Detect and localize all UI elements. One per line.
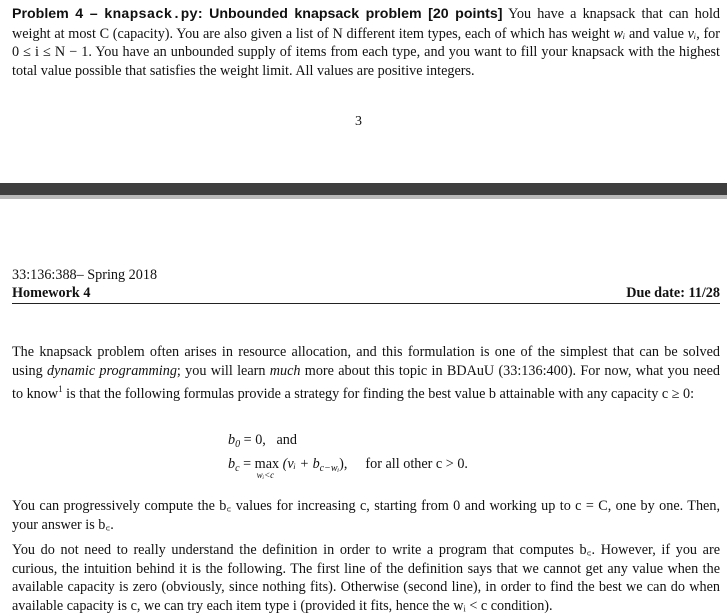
eq2-condition: for all other c > 0. xyxy=(365,456,468,472)
equation-recurrence xyxy=(228,456,468,480)
problem-intro-2: and value xyxy=(625,25,688,42)
eq1-sub: 0 xyxy=(235,439,241,450)
eq1-rhs: = 0, and xyxy=(240,432,297,448)
p1-text-b: ; you will learn xyxy=(176,362,270,379)
p1-text-d: is that the following formulas provide a strategy for finding the best value b attainable with any capacity c ≥ 0: xyxy=(62,386,695,403)
value-symbol: vᵢ xyxy=(687,25,697,42)
p1-emphasis-dp: dynamic programming xyxy=(47,362,177,379)
homework-title: Homework 4 xyxy=(12,285,91,301)
header-rule xyxy=(12,303,720,304)
eq2-lhs: b xyxy=(228,456,236,472)
max-operator xyxy=(254,456,280,480)
eq2-body-sub: c−wᵢ xyxy=(319,463,340,474)
problem-title: : Unbounded knapsack problem [20 points] xyxy=(197,6,503,22)
eq2-close: ), xyxy=(339,456,348,472)
due-date: Due date: 11/28 xyxy=(626,285,720,301)
eq2-sub: c xyxy=(235,463,240,474)
problem-filename: knapsack.py xyxy=(104,7,198,23)
weight-symbol: wᵢ xyxy=(613,25,626,42)
page-separator-shadow xyxy=(0,195,727,199)
footnote-marker: 1 xyxy=(58,384,63,395)
equation-base-case xyxy=(228,432,297,450)
p1-text-a: The knapsack problem often arises in resource allocation, and this formulation is one of the simplest that can be solved using xyxy=(12,344,720,379)
max-subscript: wᵢ<c xyxy=(256,470,275,480)
paragraph-intuition: You do not need to really understand the definition in order to write a program that computes b꜀. However, if you are curious, the intuition behind it is the following. The first line of the definition says that we cannot get any value when the available capacity is zero (obviously, since nothing fits). Otherwise (second line), in order to find the best we can do when available capacity is c, we can try each item type i (provided it fits, hence the wᵢ < c condition). xyxy=(12,542,720,614)
eq2-body: (vᵢ + b xyxy=(282,456,320,472)
page-separator xyxy=(0,183,727,195)
eq1-lhs: b xyxy=(228,432,236,448)
course-line: 33:136:388– Spring 2018 xyxy=(12,267,158,283)
problem-intro-3: , for 0 ≤ i ≤ N − 1. You have an unbounded supply of items from each type, and you want to fill your knapsack with the highest total value possible that satisfies the weight limit. All values are positive integers. xyxy=(12,25,721,79)
page-number: 3 xyxy=(355,114,362,129)
p1-text-c: more about this topic in BDAuU (33:136:400). For now, what you need to know xyxy=(12,362,720,403)
eq2-equals: = xyxy=(239,456,255,472)
problem-label: Problem 4 – xyxy=(12,6,105,22)
problem-statement xyxy=(12,5,720,80)
problem-intro: You have a knapsack that can hold weight at most C (capacity). You are also given a list of N different item types, each of which has weight xyxy=(12,6,720,42)
max-text: max xyxy=(254,456,280,472)
paragraph-compute: You can progressively compute the b꜀ values for increasing c, starting from 0 and working up to c = C, one by one. Then, your answer is b꜀. xyxy=(12,498,720,533)
paragraph-intro xyxy=(12,343,720,404)
p1-emphasis-much: much xyxy=(269,362,301,379)
